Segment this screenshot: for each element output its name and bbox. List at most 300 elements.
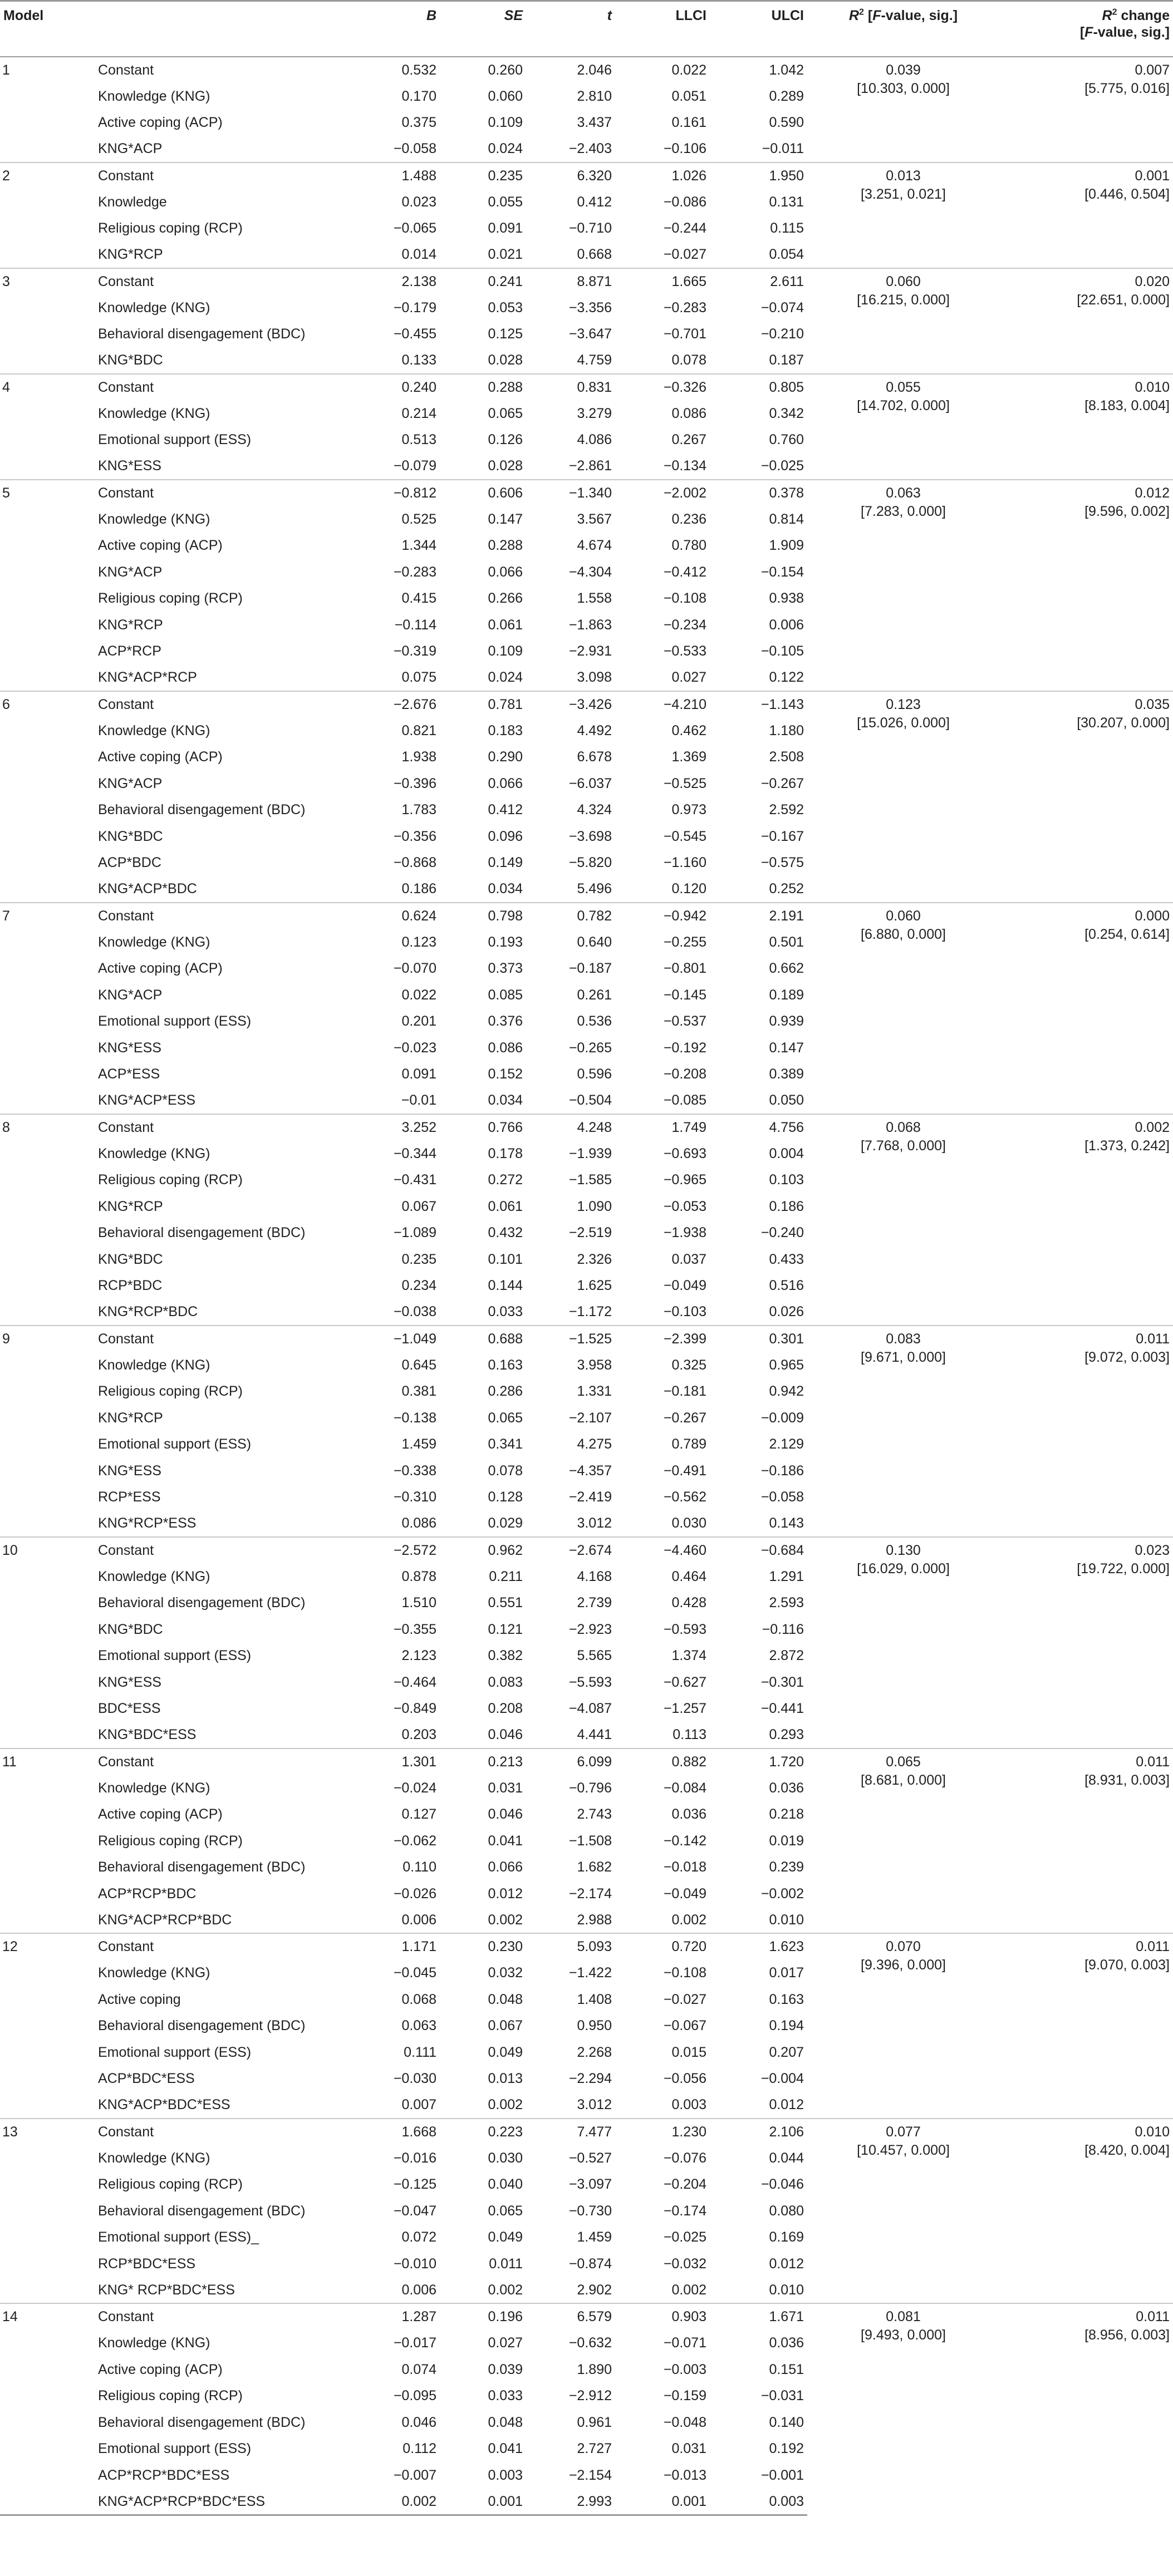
cell-ulci: 0.189 — [769, 987, 804, 1003]
cell-se: 0.373 — [488, 961, 523, 977]
cell-t: −6.037 — [568, 775, 612, 791]
cell-ulci: 0.965 — [769, 1357, 804, 1373]
cell-b: 2.138 — [356, 268, 440, 295]
model-cell-empty — [0, 2356, 95, 2383]
model-number: 2 — [0, 162, 95, 189]
cell-ulci: −0.009 — [760, 1410, 804, 1426]
term-label: Constant — [95, 2119, 356, 2145]
cell-se: 0.290 — [488, 749, 523, 765]
cell-t: −3.097 — [568, 2176, 612, 2193]
cell-se: 0.235 — [440, 162, 526, 189]
cell-se: 0.028 — [488, 458, 523, 474]
cell-t: −4.304 — [568, 564, 612, 580]
term-label: KNG*ACP — [98, 987, 163, 1003]
cell-llci: 0.086 — [671, 405, 706, 421]
model-cell-empty — [0, 1087, 95, 1114]
cell-llci: −0.067 — [663, 2018, 706, 2034]
term-label: Constant — [95, 903, 356, 929]
cell-se: 0.011 — [489, 2255, 523, 2272]
cell-t: 2.993 — [526, 2489, 615, 2515]
cell-b: 1.783 — [401, 802, 436, 818]
cell-ulci: 0.194 — [769, 2018, 804, 2034]
cell-llci: −0.234 — [663, 617, 706, 633]
model-number: 13 — [0, 2119, 95, 2145]
term-label: Active coping (ACP) — [98, 749, 223, 765]
cell-t: 3.279 — [577, 405, 612, 421]
term-label: KNG*RCP — [98, 247, 163, 263]
cell-se: 0.002 — [488, 1912, 523, 1928]
cell-ulci: 0.036 — [769, 1780, 804, 1796]
cell-ulci: 0.006 — [769, 617, 804, 633]
term-label: Active coping — [98, 1991, 181, 2007]
cell-t: −1.422 — [568, 1965, 612, 1981]
term-label: Emotional support (ESS) — [98, 432, 252, 448]
cell-t: 4.086 — [577, 432, 612, 448]
cell-ulci: −0.684 — [710, 1537, 807, 1564]
term-label: Knowledge (KNG) — [98, 1780, 210, 1796]
cell-se: 0.128 — [488, 1489, 523, 1505]
model-cell-empty — [0, 1722, 95, 1748]
model-cell-empty — [0, 1193, 95, 1220]
cell-t: 3.437 — [577, 115, 612, 131]
cell-t: −4.087 — [568, 1701, 612, 1717]
term-label: KNG*ACP*BDC*ESS — [98, 2097, 230, 2113]
r2-change-cell — [999, 162, 1173, 268]
term-label: KNG*ACP*RCP*BDC*ESS — [95, 2489, 356, 2515]
cell-ulci: 0.012 — [769, 2255, 804, 2272]
cell-b: −1.089 — [393, 1225, 436, 1241]
r2-cell — [807, 57, 999, 162]
r2-f-sig: [16.029, 0.000] — [857, 1560, 950, 1577]
table-row — [0, 1114, 1173, 1141]
model-cell-empty — [0, 982, 95, 1008]
cell-llci: −2.399 — [615, 1326, 710, 1352]
cell-b: 0.014 — [401, 247, 436, 263]
r2-change-cell — [999, 268, 1173, 374]
cell-se: 0.032 — [488, 1965, 523, 1981]
cell-t: 2.326 — [577, 1251, 612, 1267]
model-cell-empty — [0, 2171, 95, 2198]
cell-t: −5.820 — [568, 855, 612, 871]
cell-ulci: −0.031 — [760, 2388, 804, 2404]
term-label: Knowledge — [98, 194, 167, 210]
cell-b: 0.046 — [401, 2414, 436, 2430]
cell-b: 0.234 — [401, 1278, 436, 1294]
cell-b: −0.01 — [401, 1092, 436, 1109]
cell-t: −5.593 — [568, 1674, 612, 1690]
r2-f-sig: [9.493, 0.000] — [861, 2327, 946, 2343]
cell-ulci: 2.593 — [769, 1595, 804, 1611]
cell-se: 0.382 — [488, 1648, 523, 1664]
r2-change-f-sig: [8.183, 0.004] — [1084, 397, 1170, 413]
cell-se: 0.266 — [488, 590, 523, 607]
term-label: KNG*ESS — [98, 1674, 161, 1690]
cell-t: 1.558 — [577, 590, 612, 607]
cell-b: 0.532 — [401, 62, 436, 78]
r2-change-f-sig: [0.446, 0.504] — [1084, 186, 1170, 202]
term-label: ACP*RCP — [98, 643, 161, 659]
cell-t: −0.632 — [568, 2335, 612, 2351]
model-number: 6 — [0, 691, 95, 718]
term-label: KNG*ACP — [98, 564, 163, 580]
cell-b: −0.016 — [393, 2150, 436, 2166]
term-label: Behavioral disengagement (BDC) — [98, 1859, 306, 1875]
cell-b: 0.006 — [401, 1912, 436, 1928]
cell-se: 0.286 — [488, 1383, 523, 1400]
r2-change-value: 0.010 — [1135, 379, 1170, 395]
cell-ulci: 0.939 — [769, 1013, 804, 1030]
r2-value: 0.070 — [886, 1939, 921, 1954]
cell-t: 4.759 — [577, 352, 612, 368]
cell-b: 0.075 — [401, 669, 436, 686]
r2-change-value: 0.011 — [1136, 2309, 1170, 2324]
cell-se: 0.086 — [488, 1040, 523, 1056]
cell-b: −0.026 — [393, 1885, 436, 1902]
table-header — [0, 1, 1173, 57]
cell-ulci: 0.938 — [769, 590, 804, 607]
cell-t: 2.268 — [577, 2044, 612, 2060]
cell-se: 0.125 — [488, 326, 523, 342]
cell-b: −2.676 — [356, 691, 440, 718]
cell-ulci: 1.291 — [769, 1568, 804, 1584]
model-cell-empty — [0, 1378, 95, 1405]
r2-cell — [807, 691, 999, 903]
cell-ulci: 0.019 — [769, 1833, 804, 1849]
cell-t: 4.275 — [577, 1436, 612, 1452]
cell-llci: 0.003 — [671, 2097, 706, 2113]
cell-se: 0.798 — [440, 903, 526, 929]
r2-change-cell — [999, 2303, 1173, 2515]
cell-t: −2.294 — [568, 2071, 612, 2087]
header-r2-change: $R^2$ change [F-value, sig.] — [999, 1, 1173, 57]
cell-ulci: 0.389 — [769, 1066, 804, 1082]
cell-ulci: 0.163 — [769, 1991, 804, 2007]
cell-t: 0.961 — [577, 2414, 612, 2430]
term-label: Knowledge (KNG) — [98, 88, 210, 104]
r2-value: 0.039 — [886, 62, 921, 78]
cell-llci: −0.801 — [663, 961, 706, 977]
cell-t: 1.890 — [577, 2361, 612, 2377]
cell-llci: 1.749 — [615, 1114, 710, 1141]
cell-ulci: −0.267 — [760, 775, 804, 791]
r2-value: 0.063 — [886, 485, 921, 501]
cell-ulci: −0.105 — [760, 643, 804, 659]
term-label: Constant — [95, 1933, 356, 1960]
r2-change-cell — [999, 57, 1173, 162]
model-cell-empty — [0, 1986, 95, 2013]
cell-ulci: 0.293 — [769, 1727, 804, 1743]
term-label: KNG*ESS — [98, 1462, 161, 1479]
cell-ulci: 0.516 — [769, 1278, 804, 1294]
term-label: KNG*ACP — [98, 141, 163, 157]
cell-b: −0.007 — [393, 2467, 436, 2483]
cell-se: 0.193 — [488, 934, 523, 950]
cell-b: −0.017 — [393, 2335, 436, 2351]
cell-t: 0.831 — [526, 374, 615, 401]
cell-se: 0.288 — [440, 374, 526, 401]
model-cell-empty — [0, 585, 95, 612]
term-label: ACP*BDC — [98, 855, 161, 871]
cell-llci: 0.078 — [671, 352, 706, 368]
cell-b: −0.344 — [393, 1145, 436, 1161]
model-cell-empty — [0, 2092, 95, 2119]
cell-llci: −0.134 — [663, 458, 706, 474]
cell-t: 1.682 — [577, 1859, 612, 1875]
cell-se: 0.012 — [488, 1885, 523, 1902]
cell-se: 0.962 — [440, 1537, 526, 1564]
cell-t: 2.988 — [577, 1912, 612, 1928]
cell-ulci: 2.592 — [769, 802, 804, 818]
cell-t: 0.261 — [577, 987, 612, 1003]
model-cell-empty — [0, 770, 95, 797]
cell-t: −0.796 — [568, 1780, 612, 1796]
cell-se: 0.178 — [488, 1145, 523, 1161]
model-cell-empty — [0, 2039, 95, 2066]
cell-t: −1.508 — [568, 1833, 612, 1849]
cell-ulci: 0.218 — [769, 1806, 804, 1823]
cell-llci: −1.257 — [663, 1701, 706, 1717]
r2-cell — [807, 903, 999, 1114]
cell-se: 0.412 — [488, 802, 523, 818]
cell-se: 0.260 — [488, 62, 523, 78]
table-row — [0, 57, 1173, 83]
cell-t: 5.093 — [526, 1933, 615, 1960]
model-cell-empty — [0, 2330, 95, 2357]
term-label: Behavioral disengagement (BDC) — [98, 2203, 306, 2219]
cell-llci: −0.283 — [663, 299, 706, 316]
r2-cell — [807, 480, 999, 691]
cell-llci: 0.720 — [615, 1933, 710, 1960]
table-row — [0, 1748, 1173, 1775]
cell-b: −2.572 — [356, 1537, 440, 1564]
model-cell-empty — [0, 506, 95, 533]
cell-t: −0.527 — [568, 2150, 612, 2166]
cell-ulci: −0.301 — [760, 1674, 804, 1690]
cell-b: −0.464 — [393, 1674, 436, 1690]
cell-se: 0.002 — [488, 2282, 523, 2298]
cell-ulci: 0.036 — [769, 2335, 804, 2351]
cell-se: 0.041 — [488, 2441, 523, 2457]
model-cell-empty — [0, 215, 95, 242]
cell-t: 6.678 — [577, 749, 612, 765]
cell-ulci: −0.441 — [760, 1701, 804, 1717]
cell-t: 0.596 — [577, 1066, 612, 1082]
cell-ulci: 0.054 — [769, 247, 804, 263]
cell-se: 0.223 — [440, 2119, 526, 2145]
model-cell-empty — [0, 1775, 95, 1801]
model-number: 1 — [2, 62, 10, 78]
cell-llci: −0.085 — [663, 1092, 706, 1109]
cell-se: 0.002 — [488, 2097, 523, 2113]
model-number: 12 — [0, 1933, 95, 1960]
cell-llci: 1.230 — [615, 2119, 710, 2145]
cell-se: 0.272 — [488, 1172, 523, 1188]
cell-ulci: 0.186 — [769, 1198, 804, 1214]
cell-b: −0.125 — [393, 2176, 436, 2193]
cell-t: −3.426 — [526, 691, 615, 718]
cell-t: 6.099 — [526, 1748, 615, 1775]
cell-t: −1.585 — [568, 1172, 612, 1188]
cell-b: 0.023 — [401, 194, 436, 210]
term-label: RCP*ESS — [98, 1489, 161, 1505]
cell-b: −0.023 — [393, 1040, 436, 1056]
model-number: 11 — [0, 1748, 95, 1775]
cell-t: 8.871 — [526, 268, 615, 295]
term-label: Religious coping (RCP) — [98, 590, 243, 607]
cell-se: 0.041 — [488, 1833, 523, 1849]
model-cell-empty — [0, 2383, 95, 2410]
cell-ulci: 0.207 — [769, 2044, 804, 2060]
cell-se: 0.066 — [488, 1859, 523, 1875]
term-label: Knowledge (KNG) — [98, 2335, 210, 2351]
header-model: Model — [0, 1, 95, 57]
header-ulci: ULCI — [710, 1, 807, 57]
cell-se: 0.606 — [440, 480, 526, 506]
term-label: Emotional support (ESS) — [98, 1648, 252, 1664]
cell-ulci: 0.080 — [769, 2203, 804, 2219]
cell-t: −1.340 — [526, 480, 615, 506]
cell-llci: 0.462 — [671, 722, 706, 738]
cell-se: 0.049 — [488, 2229, 523, 2245]
term-label: Religious coping (RCP) — [98, 2176, 243, 2193]
term-label: KNG*RCP — [98, 1410, 163, 1426]
cell-llci: −0.053 — [663, 1198, 706, 1214]
model-cell-empty — [0, 1880, 95, 1907]
cell-se: 0.024 — [488, 669, 523, 686]
cell-b: 0.186 — [401, 881, 436, 897]
cell-ulci: 0.012 — [769, 2097, 804, 2113]
cell-b: 0.645 — [401, 1357, 436, 1373]
cell-se: 0.021 — [488, 247, 523, 263]
cell-llci: −0.174 — [663, 2203, 706, 2219]
cell-b: −0.138 — [393, 1410, 436, 1426]
cell-t: −1.939 — [568, 1145, 612, 1161]
cell-ulci: 0.004 — [769, 1145, 804, 1161]
r2-cell — [807, 2303, 999, 2515]
cell-ulci: −0.116 — [762, 1621, 804, 1637]
term-label: Knowledge (KNG) — [98, 299, 210, 316]
term-label: Constant — [95, 480, 356, 506]
cell-llci: 1.374 — [671, 1648, 706, 1664]
cell-t: 2.046 — [577, 62, 612, 78]
cell-ulci: 0.342 — [769, 405, 804, 421]
cell-se: 0.288 — [488, 538, 523, 554]
cell-t: −1.863 — [568, 617, 612, 633]
cell-b: 0.235 — [401, 1251, 436, 1267]
r2-value: 0.077 — [886, 2124, 921, 2140]
model-cell-empty — [0, 2462, 95, 2489]
cell-ulci: 0.942 — [769, 1383, 804, 1400]
cell-llci: −4.210 — [615, 691, 710, 718]
cell-se: 0.040 — [488, 2176, 523, 2193]
cell-ulci: 2.872 — [769, 1648, 804, 1664]
cell-b: 0.201 — [401, 1013, 436, 1030]
cell-b: −0.849 — [393, 1701, 436, 1717]
model-cell-empty — [0, 2489, 95, 2515]
cell-b: −0.283 — [393, 564, 436, 580]
cell-ulci: 0.010 — [769, 2282, 804, 2298]
cell-ulci: −1.143 — [710, 691, 807, 718]
cell-ulci: 0.103 — [769, 1172, 804, 1188]
model-number: 14 — [0, 2303, 95, 2330]
cell-llci: −2.002 — [615, 480, 710, 506]
cell-b: 1.488 — [356, 162, 440, 189]
r2-f-sig: [8.681, 0.000] — [861, 1772, 946, 1788]
model-cell-empty — [0, 1061, 95, 1088]
r2-change-cell — [999, 1326, 1173, 1537]
model-number: 9 — [0, 1326, 95, 1352]
cell-ulci: −0.025 — [760, 458, 804, 474]
cell-llci: 0.780 — [671, 538, 706, 554]
r2-change-value: 0.000 — [1135, 908, 1170, 924]
model-number: 7 — [0, 903, 95, 929]
r2-f-sig: [6.880, 0.000] — [861, 926, 946, 942]
cell-se: 0.091 — [488, 220, 523, 237]
term-label: KNG*ACP — [98, 775, 163, 791]
header-term — [95, 1, 356, 57]
cell-b: −0.355 — [393, 1621, 436, 1637]
term-label: Emotional support (ESS)_ — [98, 2229, 259, 2245]
term-label: Behavioral disengagement (BDC) — [98, 2018, 306, 2034]
cell-llci: 0.789 — [671, 1436, 706, 1452]
cell-llci: −0.103 — [663, 1304, 706, 1320]
cell-llci: −0.027 — [663, 1991, 706, 2007]
cell-b: −0.010 — [393, 2255, 436, 2272]
r2-cell — [807, 268, 999, 374]
r2-change-value: 0.012 — [1135, 485, 1170, 501]
cell-b: −0.114 — [394, 617, 436, 633]
cell-ulci: 2.129 — [769, 1436, 804, 1452]
cell-llci: −0.048 — [663, 2414, 706, 2430]
r2-change-f-sig: [22.651, 0.000] — [1077, 292, 1170, 308]
cell-se: 0.061 — [488, 1198, 523, 1214]
cell-b: −0.310 — [393, 1489, 436, 1505]
term-label: RCP*BDC — [98, 1278, 163, 1294]
term-label: KNG*ESS — [98, 458, 161, 474]
model-cell-empty — [0, 929, 95, 955]
model-cell-empty — [0, 1484, 95, 1511]
cell-ulci: 0.501 — [769, 934, 804, 950]
cell-llci: −0.326 — [615, 374, 710, 401]
table-row — [0, 691, 1173, 718]
r2-change-f-sig: [8.931, 0.003] — [1084, 1772, 1170, 1788]
cell-b: 0.022 — [401, 987, 436, 1003]
table-row — [0, 268, 1173, 295]
model-cell-empty — [0, 559, 95, 585]
r2-change-value: 0.001 — [1135, 168, 1170, 184]
cell-se: 0.046 — [488, 1806, 523, 1823]
r2-change-f-sig: [9.596, 0.002] — [1084, 503, 1170, 519]
cell-se: 0.060 — [488, 88, 523, 104]
cell-ulci: 0.252 — [769, 881, 804, 897]
cell-b: 0.878 — [401, 1568, 436, 1584]
r2-change-cell — [999, 1537, 1173, 1748]
cell-ulci: 0.192 — [769, 2441, 804, 2457]
cell-llci: 0.002 — [671, 2282, 706, 2298]
cell-b: 0.006 — [401, 2282, 436, 2298]
model-cell-empty — [0, 1510, 95, 1537]
term-label: KNG*BDC — [98, 352, 163, 368]
table-row — [0, 480, 1173, 506]
cell-b: −0.868 — [393, 855, 436, 871]
r2-change-f-sig: [8.420, 0.004] — [1084, 2142, 1170, 2158]
cell-t: 7.477 — [526, 2119, 615, 2145]
cell-se: 0.211 — [489, 1568, 523, 1584]
term-label: KNG*ACP*ESS — [98, 1092, 196, 1109]
term-label: Behavioral disengagement (BDC) — [98, 1225, 306, 1241]
cell-ulci: 0.143 — [769, 1515, 804, 1531]
cell-b: 0.067 — [401, 1198, 436, 1214]
